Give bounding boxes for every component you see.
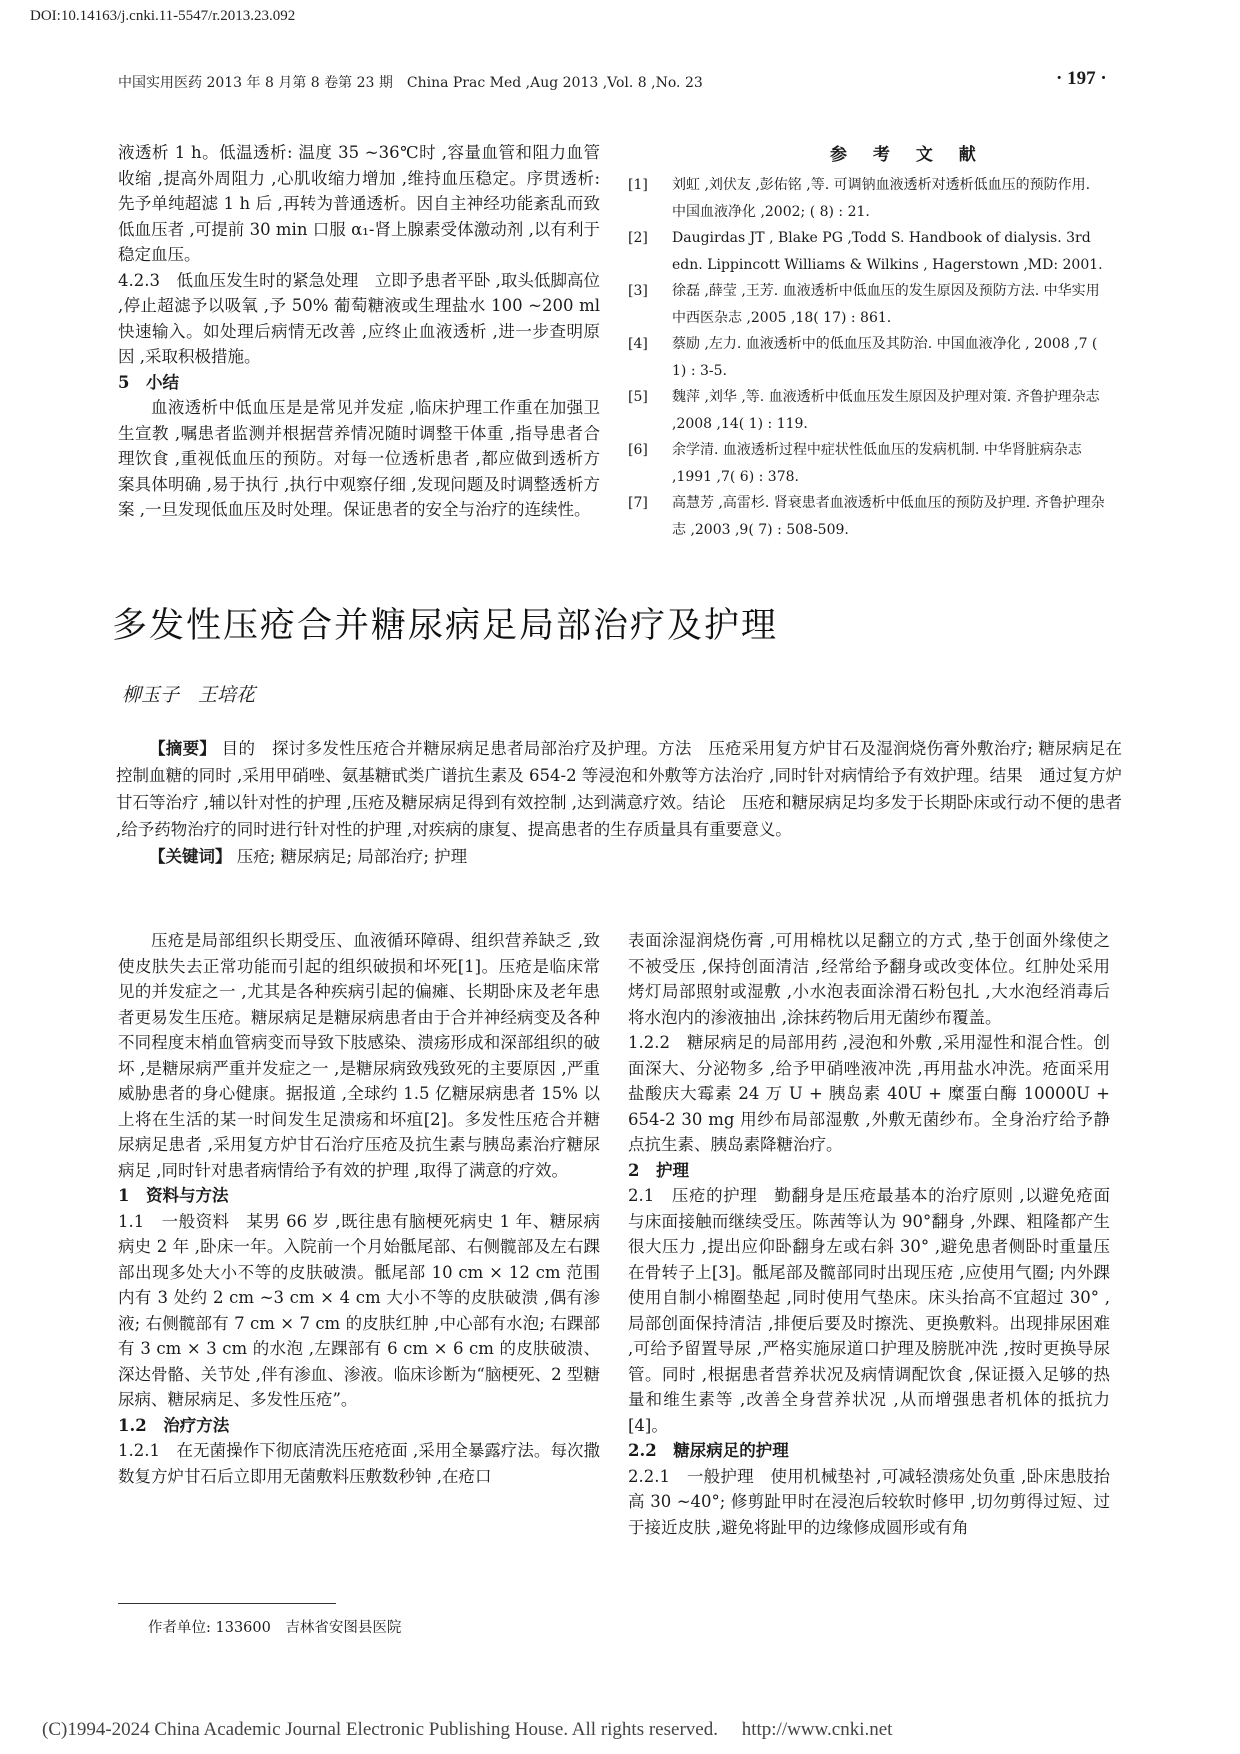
reference-number: [3] bbox=[628, 283, 648, 299]
paragraph: 液透析 1 h。低温透析: 温度 35 ~36℃时 ,容量血管和阻力血管收缩 ,提高外周阻力 ,心肌收缩力增加 ,维持血压稳定。序贯透析: 先予单纯超滤 1 h 后 ,再转为普通透析。因自主神经功能紊乱而致低血压者 ,可提前 30 min 口服 α₁-肾上腺素受体激动剂 ,以有利于稳定血压。 bbox=[118, 143, 600, 264]
reference-number: [4] bbox=[628, 336, 648, 352]
reference-text: Daugirdas JT , Blake PG ,Todd S. Handbook of dialysis. 3rd edn. Lippincott Williams & Wilkins , Hagerstown ,MD: 2001. bbox=[672, 230, 1103, 273]
reference-item bbox=[628, 172, 1108, 225]
section-heading: 2 护理 bbox=[628, 1160, 689, 1180]
paragraph: 1.2.2 糖尿病足的局部用药 ,浸泡和外敷 ,采用湿性和混合性。创面深大、分泌物多 ,给予甲硝唑液冲洗 ,再用盐水冲洗。疮面采用盐酸庆大霉素 24 万 U + 胰岛素 40U + 糜蛋白酶 10000U + 654-2 30 mg 用纱布局部湿敷 ,外敷无菌纱布。全身治疗给予静点抗生素、胰岛素降糖治疗。 bbox=[628, 1033, 1110, 1154]
paragraph: 血液透析中低血压是是常见并发症 ,临床护理工作重在加强卫生宣教 ,嘱患者监测并根据营养情况随时调整干体重 ,指导患者合理饮食 ,重视低血压的预防。对每一位透析患者 ,都应做到透析方案具体明确 ,易于执行 ,执行中观察仔细 ,发现问题及时调整透析方案 ,一旦发现低血压及时处理。保证患者的安全与治疗的连续性。 bbox=[118, 398, 600, 519]
reference-number: [2] bbox=[628, 230, 648, 246]
reference-item bbox=[628, 225, 1108, 278]
article-authors: 柳玉子 王培花 bbox=[122, 684, 256, 706]
reference-item bbox=[628, 331, 1108, 384]
article-right-column bbox=[628, 928, 1110, 1540]
abstract-text: 目的 探讨多发性压疮合并糖尿病足患者局部治疗及护理。方法 压疮采用复方炉甘石及湿润烧伤膏外敷治疗; 糖尿病足在控制血糖的同时 ,采用甲硝唑、氨基糖甙类广谱抗生素及 654-2 等浸泡和外敷等方法治疗 ,同时针对病情给予有效护理。结果 通过复方炉甘石等治疗 ,辅以针对性的护理 ,压疮及糖尿病足得到有效控制 ,达到满意疗效。结论 压疮和糖尿病足均多发于长期卧床或行动不便的患者 ,给予药物治疗的同时进行针对性的护理 ,对疾病的康复、提高患者的生存质量具有重要意义。 bbox=[116, 739, 1122, 839]
reference-text: 余学清. 血液透析过程中症状性低血压的发病机制. 中华肾脏病杂志 ,1991 ,7( 6) : 378. bbox=[672, 442, 1082, 485]
reference-number: [7] bbox=[628, 495, 648, 511]
paragraph: 2.1 压疮的护理 勤翻身是压疮最基本的治疗原则 ,以避免疮面与床面接触而继续受压。陈茜等认为 90°翻身 ,外踝、粗隆都产生很大压力 ,提出应仰卧翻身左或右斜 30° ,避免患者侧卧时重量压在骨转子上[3]。骶尾部及髋部同时出现压疮 ,应使用气圈; 内外踝使用自制小棉圈垫起 ,同时使用气垫床。床头抬高不宜超过 30° ,局部创面保持清洁 ,排便后要及时擦洗、更换敷料。出现排尿困难 ,可给予留置导尿 ,严格实施尿道口护理及膀胱冲洗 ,按时更换导尿管。同时 ,根据患者营养状况及病情调配饮食 ,保证摄入足够的热量和维生素等 ,改善全身营养状况 ,从而增强患者机体的抵抗力[4]。 bbox=[628, 1186, 1110, 1435]
keywords bbox=[116, 843, 1122, 870]
reference-item bbox=[628, 384, 1108, 437]
reference-item bbox=[628, 278, 1108, 331]
paragraph: 压疮是局部组织长期受压、血液循环障碍、组织营养缺乏 ,致使皮肤失去正常功能而引起的组织破损和坏死[1]。压疮是临床常见的并发症之一 ,尤其是各种疾病引起的偏瘫、长期卧床及老年患者更易发生压疮。糖尿病足是糖尿病患者由于合并神经病变及各种不同程度末梢血管病变而导致下肢感染、溃疡形成和深部组织的破坏 ,是糖尿病严重并发症之一 ,是糖尿病致残致死的主要原因 ,严重威胁患者的身心健康。据报道 ,全球约 1.5 亿糖尿病患者 15% 以上将在生活的某一时间发生足溃疡和坏疽[2]。多发性压疮合并糖尿病足患者 ,采用复方炉甘石治疗压疮及抗生素与胰岛素治疗糖尿病足 ,同时针对患者病情给予有效的护理 ,取得了满意的疗效。 bbox=[118, 931, 600, 1180]
paragraph: 1.1 一般资料 某男 66 岁 ,既往患有脑梗死病史 1 年、糖尿病病史 2 年 ,卧床一年。入院前一个月始骶尾部、右侧髋部及左右踝部出现多处大小不等的皮肤破溃。骶尾部 10 cm × 12 cm 范围内有 3 处约 2 cm ~3 cm × 4 cm 大小不等的皮肤破溃 ,偶有渗液; 右侧髋部有 7 cm × 7 cm 的皮肤红肿 ,中心部有水泡; 右踝部有 3 cm × 3 cm 的水泡 ,左踝部有 6 cm × 6 cm 的皮肤破溃、深达骨骼、关节处 ,伴有渗血、渗液。临床诊断为“脑梗死、2 型糖尿病、糖尿病足、多发性压疮”。 bbox=[118, 1211, 600, 1409]
section-heading: 1 资料与方法 bbox=[118, 1186, 229, 1205]
reference-item bbox=[628, 437, 1108, 490]
section-heading: 5 小结 bbox=[118, 372, 179, 392]
references-title: 参 考 文 献 bbox=[830, 145, 986, 165]
running-head: 中国实用医药 2013 年 8 月第 8 卷第 23 期 China Prac Med ,Aug 2013 ,Vol. 8 ,No. 23 bbox=[118, 75, 703, 91]
article-left-column bbox=[118, 928, 600, 1489]
paragraph: 1.2.1 在无菌操作下彻底清洗压疮疮面 ,采用全暴露疗法。每次撒数复方炉甘石后立即用无菌敷料压敷数秒钟 ,在疮口 bbox=[118, 1441, 600, 1486]
reference-text: 刘虹 ,刘伏友 ,彭佑铭 ,等. 可调钠血液透析对透析低血压的预防作用. 中国血液净化 ,2002; ( 8) : 21. bbox=[672, 177, 1091, 220]
reference-text: 高慧芳 ,高雷杉. 肾衰患者血液透析中低血压的预防及护理. 齐鲁护理杂志 ,2003 ,9( 7) : 508-509. bbox=[672, 495, 1105, 538]
reference-number: [1] bbox=[628, 177, 648, 193]
abstract-block bbox=[116, 735, 1122, 870]
abstract bbox=[116, 735, 1122, 843]
copyright-footer: (C)1994-2024 China Academic Journal Electronic Publishing House. All rights reserved. http://www.cnki.net bbox=[42, 1719, 893, 1740]
references-list bbox=[628, 172, 1108, 543]
reference-text: 蔡励 ,左力. 血液透析中的低血压及其防治. 中国血液净化 , 2008 ,7 ( 1) : 3-5. bbox=[672, 336, 1098, 379]
author-affiliation: 作者单位: 133600 吉林省安图县医院 bbox=[148, 1620, 402, 1636]
reference-item bbox=[628, 490, 1108, 543]
keywords-label: 【关键词】 bbox=[149, 847, 232, 866]
abstract-label: 【摘要】 bbox=[149, 739, 217, 758]
reference-text: 魏萍 ,刘华 ,等. 血液透析中低血压发生原因及护理对策. 齐鲁护理杂志 ,2008 ,14( 1) : 119. bbox=[672, 389, 1100, 432]
doi-line: DOI:10.14163/j.cnki.11-5547/r.2013.23.092 bbox=[30, 8, 296, 24]
reference-number: [6] bbox=[628, 442, 648, 458]
article-title: 多发性压疮合并糖尿病足局部治疗及护理 bbox=[112, 606, 779, 646]
section-heading: 2.2 糖尿病足的护理 bbox=[628, 1441, 789, 1460]
keywords-text: 压疮; 糖尿病足; 局部治疗; 护理 bbox=[231, 847, 468, 866]
page-number: · 197 · bbox=[1056, 68, 1107, 89]
reference-text: 徐磊 ,薛莹 ,王芳. 血液透析中低血压的发生原因及预防方法. 中华实用中西医杂志 ,2005 ,18( 17) : 861. bbox=[672, 283, 1100, 326]
reference-number: [5] bbox=[628, 389, 648, 405]
paragraph: 2.2.1 一般护理 使用机械垫衬 ,可减轻溃疡处负重 ,卧床患肢抬高 30 ~40°; 修剪趾甲时在浸泡后较软时修甲 ,切勿剪得过短、过于接近皮肤 ,避免将趾甲的边缘修成圆形或有角 bbox=[628, 1466, 1110, 1537]
footnote-divider bbox=[118, 1603, 336, 1604]
prev-article-left-column bbox=[118, 140, 600, 523]
paragraph: 4.2.3 低血压发生时的紧急处理 立即予患者平卧 ,取头低脚高位 ,停止超滤予以吸氧 ,予 50% 葡萄糖液或生理盐水 100 ~200 ml 快速输入。如处理后病情无改善 ,应终止血液透析 ,进一步查明原因 ,采取积极措施。 bbox=[118, 270, 600, 366]
section-heading: 1.2 治疗方法 bbox=[118, 1415, 230, 1435]
paragraph: 表面涂湿润烧伤膏 ,可用棉枕以足翻立的方式 ,垫于创面外缘使之不被受压 ,保持创面清洁 ,经常给予翻身或改变体位。红肿处采用烤灯局部照射或湿敷 ,小水泡表面涂滑石粉包扎 ,大水泡经消毒后将水泡内的渗液抽出 ,涂抹药物后用无菌纱布覆盖。 bbox=[628, 931, 1110, 1027]
